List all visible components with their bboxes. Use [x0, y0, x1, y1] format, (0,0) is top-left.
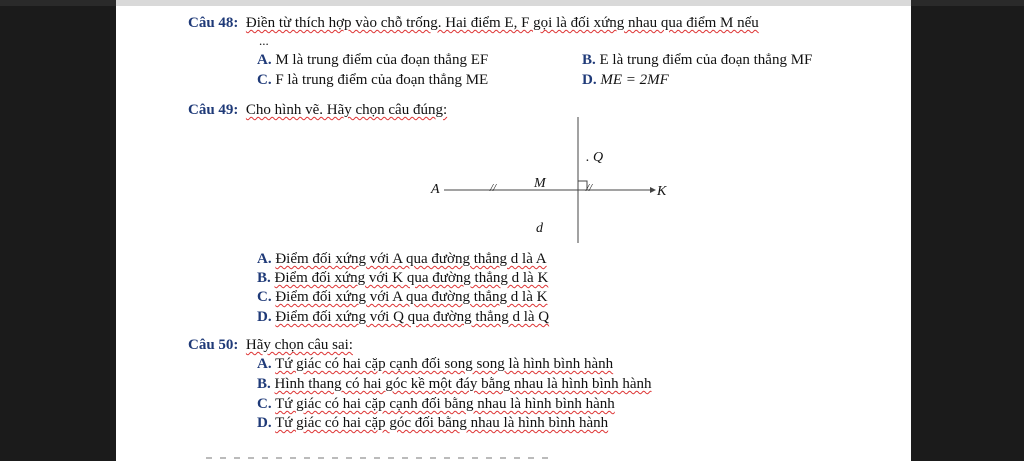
option-letter: D.: [582, 72, 597, 88]
q48-option-c: [257, 71, 488, 89]
q48-blank: ...: [259, 33, 269, 48]
q49-option-d: [257, 308, 549, 326]
option-letter: A.: [257, 251, 272, 267]
page-top-edge: [116, 0, 911, 6]
label-d: d: [536, 221, 543, 236]
tick-mark-left: //: [490, 182, 497, 194]
option-letter: B.: [257, 270, 271, 286]
label-q: . Q: [586, 150, 604, 165]
q49-line: [188, 101, 447, 119]
tick-mark-right: //: [586, 182, 593, 194]
q49-question: Cho hình vẽ. Hãy chọn câu đúng:: [245, 102, 448, 118]
symmetry-figure: [416, 115, 676, 245]
option-text: Điểm đối xứng với A qua đường thẳng d là A: [275, 251, 547, 267]
option-letter: B.: [582, 52, 596, 68]
option-letter: B.: [257, 376, 271, 392]
q50-option-b: [257, 375, 652, 393]
option-text: F là trung điểm của đoạn thẳng ME: [275, 72, 489, 88]
option-letter: C.: [257, 289, 272, 305]
option-letter: C.: [257, 396, 272, 412]
q50-label: Câu 50:: [188, 337, 239, 353]
q50-question: Hãy chọn câu sai:: [245, 337, 353, 353]
option-text: Hình thang có hai góc kề một đáy bằng nhau là hình bình hành: [274, 376, 652, 392]
q48-option-d: [582, 71, 669, 89]
q48-option-b: [582, 51, 812, 69]
option-text: ME = 2MF: [600, 72, 669, 88]
option-text: Tứ giác có hai cặp cạnh đối bằng nhau là hình bình hành: [275, 396, 615, 412]
label-m: M: [534, 176, 546, 191]
q50-option-a: [257, 355, 613, 373]
q48-option-a: [257, 51, 488, 69]
option-text: M là trung điểm của đoạn thẳng EF: [275, 52, 489, 68]
label-a: A: [431, 182, 440, 197]
label-k: K: [657, 184, 667, 199]
cut-off-next-line: [116, 455, 911, 461]
option-text: E là trung điểm của đoạn thẳng MF: [599, 52, 813, 68]
q48-line: [188, 14, 759, 32]
q49-option-a: [257, 250, 547, 268]
option-letter: A.: [257, 52, 272, 68]
q49-option-c: [257, 288, 547, 306]
q50-option-d: [257, 414, 608, 432]
option-letter: D.: [257, 415, 272, 431]
q50-option-c: [257, 395, 615, 413]
option-letter: C.: [257, 72, 272, 88]
option-letter: D.: [257, 309, 272, 325]
option-text: Tứ giác có hai cặp góc đối bằng nhau là hình bình hành: [275, 415, 609, 431]
option-text: Tứ giác có hai cặp cạnh đối song song là hình bình hành: [275, 356, 614, 372]
document-page: [116, 0, 911, 461]
q50-line: [188, 336, 353, 354]
option-text: Điểm đối xứng với A qua đường thẳng d là K: [275, 289, 548, 305]
arrowhead-icon: [650, 187, 656, 193]
q49-label: Câu 49:: [188, 102, 239, 118]
q48-label: Câu 48:: [188, 15, 239, 31]
option-text: Điểm đối xứng với Q qua đường thẳng d là Q: [275, 309, 550, 325]
q49-option-b: [257, 269, 548, 287]
option-letter: A.: [257, 356, 272, 372]
option-text: Điểm đối xứng với K qua đường thẳng d là K: [274, 270, 549, 286]
q48-question: Điền từ thích hợp vào chỗ trống. Hai điểm E, F gọi là đối xứng nhau qua điểm M nếu: [245, 15, 759, 31]
